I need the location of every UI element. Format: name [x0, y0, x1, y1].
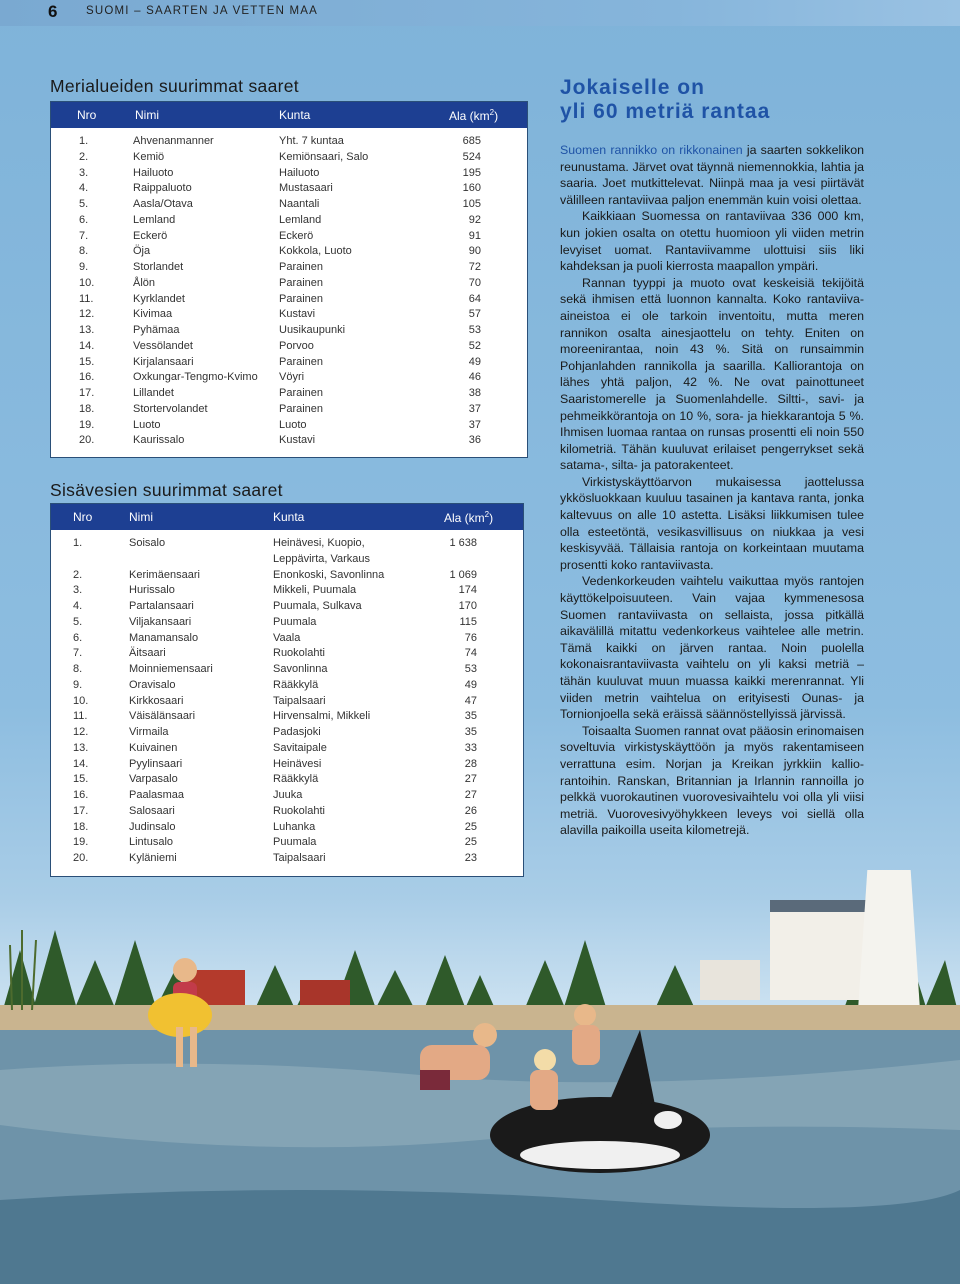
row-ala: 49: [468, 355, 481, 368]
row-nro: 15.: [79, 355, 95, 368]
row-kunta: Parainen: [279, 355, 324, 368]
beach-scene: [0, 870, 960, 1284]
row-nimi: Äitsaari: [129, 647, 166, 660]
table-row: [51, 615, 523, 631]
row-nimi: Kerimäensaari: [129, 568, 200, 581]
row-nimi: Storlandet: [133, 261, 184, 273]
row-nro: 13.: [73, 741, 89, 754]
row-kunta: Kustavi: [279, 308, 316, 321]
table-row: [51, 276, 527, 292]
col-nro: Nro: [77, 108, 97, 122]
table-row: [51, 568, 523, 584]
row-kunta: Parainen: [279, 387, 324, 399]
article-body: [560, 142, 864, 839]
table-row: [51, 678, 523, 694]
col-ala: Ala $(km^2)$: [444, 510, 494, 525]
row-nro: 13.: [79, 324, 95, 336]
col-kunta: Kunta: [273, 510, 305, 524]
table-row: [51, 370, 527, 386]
table-row: [51, 694, 523, 710]
row-nimi: Eckerö: [133, 229, 168, 242]
row-nro: 16.: [79, 371, 95, 384]
row-nro: 17.: [73, 804, 89, 817]
row-nro: 6.: [73, 631, 83, 644]
table-row: [51, 292, 527, 308]
row-nro: 12.: [73, 726, 89, 738]
row-ala: 46: [468, 371, 481, 384]
row-nimi: Kyrklandet: [133, 292, 185, 305]
row-nro: 5.: [73, 615, 83, 628]
row-nimi: Paalasmaa: [129, 789, 185, 801]
row-kunta: Enonkoski, Savonlinna: [273, 568, 385, 581]
table-row: [51, 418, 527, 434]
row-nro: 19.: [73, 836, 89, 849]
row-ala: 35: [464, 710, 477, 723]
row-nimi: Väisälänsaari: [129, 710, 196, 723]
table-row: [51, 788, 523, 804]
row-nimi: Judinsalo: [129, 820, 176, 833]
row-ala: 27: [464, 773, 477, 786]
row-nimi: Oxkungar-Tengmo-Kvimo: [133, 371, 258, 384]
sea-table-body: [51, 128, 527, 449]
row-nimi: Virmaila: [129, 726, 169, 738]
sea-table-header: [51, 102, 527, 128]
row-kunta: Kemiönsaari, Salo: [279, 150, 369, 163]
row-ala: 91: [468, 229, 481, 242]
row-ala: 685: [462, 135, 481, 147]
paragraph-4: Virkistyskäyttöarvon mukaisessa jaottelussa ykkösluokkaan kuuluu tasainen ja kantava ranta, jonka kaltevuus on alle 10 astetta. Lisäksi liikkumisen tulee olla esteetöntä, vesikasvillisuus on niukkaa ja vesi keskisyvää. Tällaisia rantoja on korkeintaan muutama prosentti koko rantaviivasta.: [560, 474, 864, 572]
table-row: [51, 229, 527, 245]
row-kunta: Taipalsaari: [273, 694, 326, 707]
row-nro: 8.: [79, 245, 89, 258]
row-nimi: Varpasalo: [129, 773, 178, 786]
page-number: 6: [48, 2, 58, 21]
table-row: [51, 725, 523, 741]
row-kunta: Porvoo: [279, 339, 314, 352]
row-kunta: Vöyri: [279, 371, 305, 384]
row-kunta: Savitaipale: [273, 741, 327, 754]
row-kunta: Puumala: [273, 615, 317, 628]
row-nimi: Soisalo: [129, 537, 166, 549]
row-ala: 53: [468, 324, 481, 336]
row-nro: 14.: [79, 339, 95, 352]
lighthouse-icon: [858, 870, 920, 1010]
table-row: [51, 757, 523, 773]
col-nro: Nro: [73, 510, 93, 524]
row-nimi: Lillandet: [133, 387, 174, 399]
row-kunta: Rääkkylä: [273, 678, 319, 691]
row-nro: 16.: [73, 789, 89, 801]
row-ala: 105: [462, 198, 481, 210]
row-kunta: Uusikaupunki: [279, 324, 346, 336]
row-kunta: Taipalsaari: [273, 852, 326, 864]
row-kunta: Kokkola, Luoto: [279, 245, 352, 258]
table-row: [51, 552, 523, 568]
row-ala: 52: [468, 339, 481, 352]
row-kunta: Mustasaari: [279, 182, 333, 195]
row-nimi: Partalansaari: [129, 600, 194, 612]
row-kunta: Savonlinna: [273, 663, 328, 675]
sea-table-title: Merialueiden suurimmat saaret: [50, 76, 299, 96]
row-ala: 37: [468, 418, 481, 431]
row-kunta: Rääkkylä: [273, 773, 319, 786]
row-kunta: Vaala: [273, 631, 301, 644]
row-nimi: Luoto: [133, 418, 161, 431]
row-nimi: Manamansalo: [129, 631, 199, 644]
row-ala: 26: [464, 804, 477, 817]
row-kunta: Luhanka: [273, 820, 316, 833]
row-nro: 10.: [79, 276, 95, 289]
row-nimi: Raippaluoto: [133, 182, 192, 195]
row-ala: 195: [462, 166, 481, 179]
row-ala: 170: [458, 600, 477, 612]
row-nimi: Kirjalansaari: [133, 355, 194, 368]
row-ala: 38: [468, 387, 481, 399]
row-nimi: Aasla/Otava: [133, 198, 193, 210]
row-nimi: Kuivainen: [129, 741, 178, 754]
row-nimi: Pyylinsaari: [129, 757, 183, 770]
row-ala: 33: [464, 741, 477, 754]
row-kunta: Juuka: [273, 789, 303, 801]
row-nimi: Hailuoto: [133, 166, 174, 179]
row-ala: 27: [464, 789, 477, 801]
lake-islands-table: [50, 503, 524, 877]
row-kunta: Heinävesi: [273, 757, 322, 770]
row-ala: 36: [468, 434, 481, 447]
table-row: [51, 433, 527, 449]
row-kunta: Parainen: [279, 402, 324, 415]
row-nro: 3.: [79, 166, 89, 179]
paragraph-6: Toisaalta Suomen rannat ovat pääosin erinomaisen soveltuvia virkistyskäyttöön ja myös rakentamiseen verrattuna esim. Norjan ja Kreikan jyrkkiin kalliorantoihin. Ranskan, Britannian ja Irlannin rannoilla jo pelkkä vuorokautinen vuorovesivaihtelu voi olla yli viisi metriä. Vuorovesivyöhykkeen leveys voi siellä olla alavilla paikoilla useita kilometrejä.: [560, 723, 864, 838]
table-row: [51, 213, 527, 229]
row-ala: 70: [468, 276, 481, 289]
paragraph-5: Vedenkorkeuden vaihtelu vaikuttaa myös rantojen käyttökelpoisuuteen. Vain vajaa kymmenesosa Suomen rantaviivasta on sellaista, jossa pitkällä aikavälillä mitattu vedenkorkeus vaihtelee alle metrin. Tämä kaikki on järven rantaa. Noin puolella kokonaisrantaviivasta vaihtelu on yli kaksi metriä – tähän kuuluvat muun muassa kaikki merenrannat. Yli viiden metrin vaihtelua on erityisesti Ounas- ja Tornionjoella sekä eräissä säännöstellyissä järvissä.: [560, 574, 864, 722]
row-ala: 92: [468, 213, 481, 226]
white-house: [700, 960, 760, 1000]
row-nro: 3.: [73, 584, 83, 597]
row-kunta: Heinävesi, Kuopio,: [273, 537, 365, 549]
row-kunta: Mikkeli, Puumala: [273, 584, 357, 597]
row-ala: 90: [468, 245, 481, 258]
col-nimi: Nimi: [135, 108, 159, 122]
row-nimi: Vessölandet: [133, 339, 193, 352]
lake-table-body: [51, 530, 523, 867]
table-row: [51, 386, 527, 402]
row-nimi: Pyhämaa: [133, 324, 180, 336]
paragraph-2: Kaikkiaan Suomessa on rantaviivaa 336 000 km, kun jokien osalta on otettu huomioon yli viiden metrin levyiset uomat. Rantaviivamme ulottuisi siis liki kahdeksan ja puoli kierrosta maapallon ympäri.: [560, 209, 864, 274]
table-row: [51, 244, 527, 260]
row-ala: 25: [464, 820, 477, 833]
row-nro: 18.: [79, 402, 95, 415]
row-nro: 9.: [79, 261, 89, 273]
row-kunta: Lemland: [279, 213, 322, 226]
row-kunta: Parainen: [279, 292, 324, 305]
table-row: [51, 851, 523, 867]
sea-islands-table: [50, 101, 528, 458]
row-ala: 174: [458, 584, 477, 597]
row-nro: 15.: [73, 773, 89, 786]
page-header: [0, 0, 960, 26]
row-nimi: Oravisalo: [129, 678, 176, 691]
row-nro: 6.: [79, 213, 89, 226]
row-ala: 115: [459, 615, 477, 628]
table-row: [51, 339, 527, 355]
row-ala: 64: [468, 292, 481, 305]
row-kunta: Ruokolahti: [273, 647, 325, 660]
row-ala: 524: [462, 150, 481, 163]
paragraph-1: Suomen rannikko on rikkonainen ja saarten sokkelikon reunustama. Järvet ovat täynnä niemennokkia, lahtia ja saaria. Joet mutkittelevat. Niinpä maa ja vesi piirtävät välilleen rantaviivaa paljon enemmän kuin voisi olettaa.: [560, 143, 864, 207]
beach-photo: [0, 870, 960, 1284]
row-nimi: Lintusalo: [129, 836, 174, 849]
row-nro: 14.: [73, 757, 89, 770]
row-nro: 4.: [79, 182, 89, 195]
table-row: [51, 197, 527, 213]
table-row: [51, 804, 523, 820]
red-house: [300, 980, 350, 1008]
row-nimi: Stortervolandet: [133, 402, 208, 415]
row-ala: 160: [462, 182, 481, 195]
row-nro: 20.: [73, 852, 89, 864]
row-nimi: Kirkkosaari: [129, 694, 184, 707]
table-row: [51, 820, 523, 836]
row-nro: 19.: [79, 418, 95, 431]
table-row: [51, 402, 527, 418]
table-row: [51, 772, 523, 788]
row-nro: 12.: [79, 308, 95, 321]
table-row: [51, 307, 527, 323]
row-nimi: Viljakansaari: [129, 615, 192, 628]
row-nimi: Lemland: [133, 213, 176, 226]
row-ala: 25: [464, 836, 477, 849]
row-kunta: Hailuoto: [279, 166, 320, 179]
row-nro: 20.: [79, 434, 95, 447]
row-nro: 9.: [73, 678, 83, 691]
row-kunta: Kustavi: [279, 434, 316, 447]
row-kunta: Hirvensalmi, Mikkeli: [273, 710, 371, 723]
running-title: SUOMI – SAARTEN JA VETTEN MAA: [86, 5, 319, 17]
row-kunta: Padasjoki: [273, 726, 321, 738]
row-nro: 2.: [79, 150, 89, 163]
article: [560, 76, 864, 839]
row-nimi: Kyläniemi: [129, 852, 177, 864]
lake-table-title: Sisävesien suurimmat saaret: [50, 480, 283, 500]
row-kunta: Leppävirta, Varkaus: [273, 552, 371, 565]
row-nro: 1.: [73, 537, 83, 549]
table-row: [51, 150, 527, 166]
row-kunta: Puumala: [273, 836, 317, 849]
row-nro: 11.: [73, 710, 88, 723]
row-ala: 1 638: [449, 537, 477, 549]
row-ala: 1 069: [449, 568, 477, 581]
table-row: [51, 134, 527, 150]
row-nro: 18.: [73, 820, 89, 833]
row-nimi: Salosaari: [129, 804, 175, 817]
row-ala: 76: [464, 631, 477, 644]
table-row: [51, 646, 523, 662]
table-row: [51, 709, 523, 725]
table-row: [51, 599, 523, 615]
col-kunta: Kunta: [279, 108, 311, 122]
row-kunta: Parainen: [279, 276, 324, 289]
row-nro: 1.: [79, 135, 89, 147]
row-ala: 72: [468, 261, 481, 273]
row-nimi: Ålön: [133, 276, 156, 289]
table-row: [51, 166, 527, 182]
row-nro: 17.: [79, 387, 95, 399]
table-row: [51, 260, 527, 276]
row-kunta: Luoto: [279, 418, 307, 431]
row-nimi: Moinniemensaari: [129, 663, 213, 675]
table-row: [51, 741, 523, 757]
row-kunta: Ruokolahti: [273, 804, 325, 817]
table-row: [51, 662, 523, 678]
row-ala: 23: [464, 852, 477, 864]
table-row: [51, 181, 527, 197]
lake-table-header: [51, 504, 523, 530]
table-row: [51, 631, 523, 647]
row-nimi: Kaurissalo: [133, 434, 185, 447]
row-kunta: Yht. 7 kuntaa: [279, 135, 344, 147]
row-nro: 7.: [73, 647, 83, 660]
row-nro: 8.: [73, 663, 83, 675]
paragraph-3: Rannan tyyppi ja muoto ovat keskeisiä tekijöitä sekä ihmisen että luonnon kannalta. Koko rantaviiva-aineistoa ei ole tarkoin inventoitu, mutta meren rannikon osalta ainesjaottelu on tehty. Eniten on moreenirantaa, noin 43 %. Sitä on runsaimmin Pohjanlahden rannikolla ja saarilla. Kalliorantoja on lähes yhtä paljon, 42 %. Ne ovat painottuneet Saaristomerelle ja Suomenlahdelle. Siltti-, savi- ja pehmeikkörantoja on 10 %, sora- ja hiekkarantoja 5 %. Ihmisen luomaa rantaa on runsas prosentti eli noin 550 kilometriä. Tähän kuuluvat erilaiset pengerrykset sekä satama-, silta- ja patorakenteet.: [560, 275, 864, 473]
col-ala: Ala $(km^2)$: [449, 108, 499, 123]
row-ala: 53: [464, 663, 477, 675]
row-nimi: Kivimaa: [133, 308, 173, 321]
table-row: [51, 355, 527, 371]
table-row: [51, 583, 523, 599]
row-ala: 57: [468, 308, 481, 321]
article-heading: Jokaiselle on yli 60 metriä rantaa: [560, 76, 771, 123]
row-kunta: Parainen: [279, 261, 324, 273]
row-nro: 4.: [73, 600, 83, 612]
row-kunta: Eckerö: [279, 229, 314, 242]
row-nro: 7.: [79, 229, 89, 242]
row-nro: 11.: [79, 292, 94, 305]
table-row: [51, 835, 523, 851]
row-nimi: Hurissalo: [129, 584, 175, 597]
row-ala: 49: [464, 678, 477, 691]
row-nro: 10.: [73, 694, 89, 707]
row-ala: 47: [464, 694, 477, 707]
col-nimi: Nimi: [129, 510, 153, 524]
row-nimi: Kemiö: [133, 150, 165, 163]
row-nimi: Öja: [133, 245, 151, 258]
row-kunta: Naantali: [279, 198, 320, 210]
table-row: [51, 323, 527, 339]
table-row: [51, 536, 523, 552]
row-nro: 2.: [73, 568, 83, 581]
row-nro: 5.: [79, 198, 89, 210]
row-ala: 37: [468, 402, 481, 415]
row-nimi: Ahvenanmanner: [133, 135, 214, 147]
row-kunta: Puumala, Sulkava: [273, 600, 362, 612]
row-ala: 28: [464, 757, 477, 770]
row-ala: 74: [464, 647, 477, 660]
row-ala: 35: [464, 726, 477, 738]
